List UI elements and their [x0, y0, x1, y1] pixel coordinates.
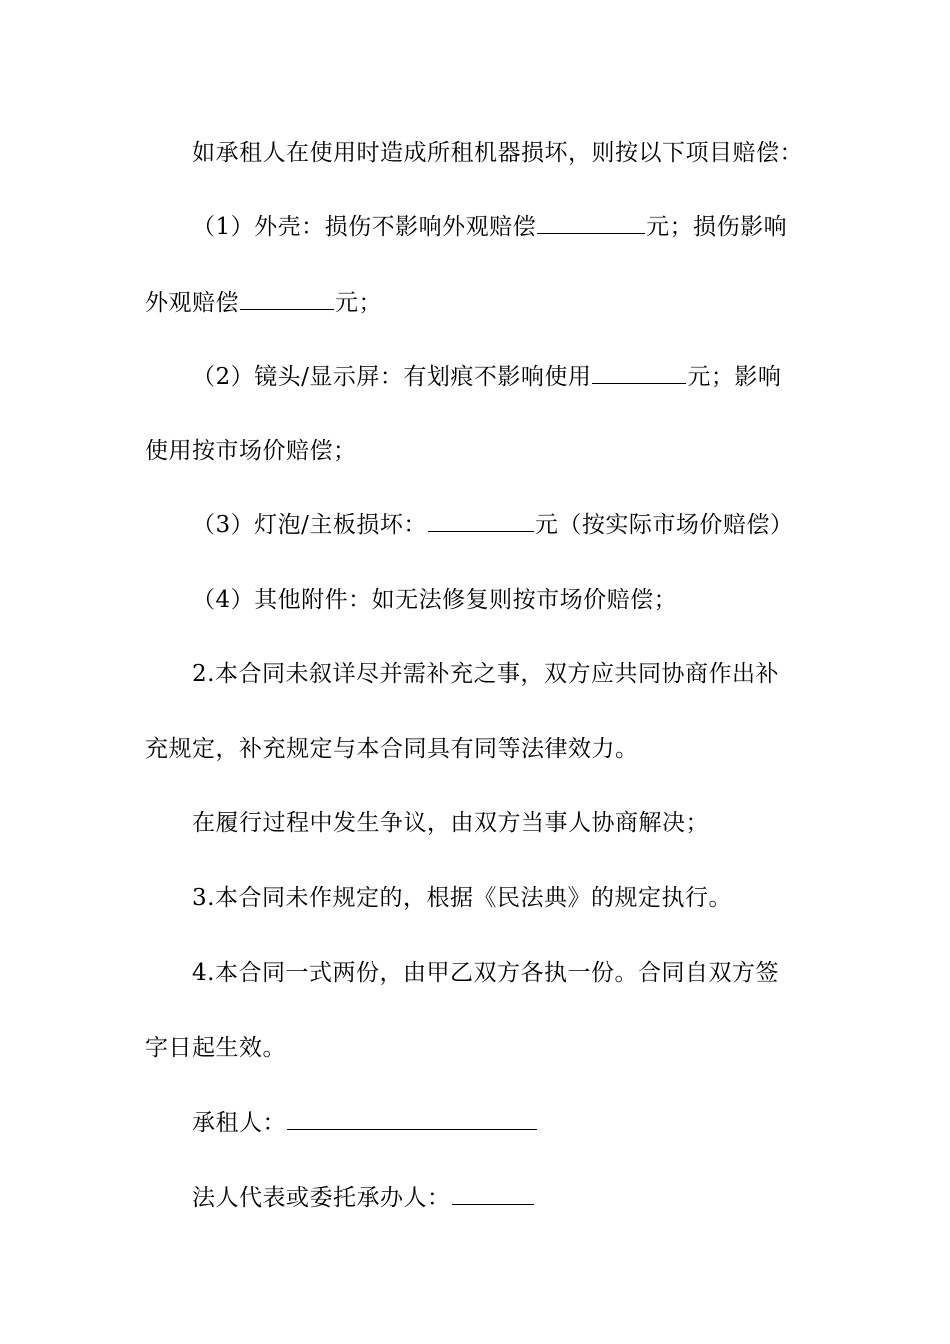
- paragraph-dispute: [192, 808, 862, 838]
- paragraph-compensation-intro: [192, 138, 862, 168]
- paragraph-item-accessories: [192, 585, 862, 615]
- text: 在履行过程中发生争议，由双方当事人协商解决；: [192, 810, 709, 836]
- label: 承租人：: [192, 1110, 286, 1136]
- signature-lessee: [192, 1107, 862, 1138]
- text: 元；损伤影响: [646, 214, 788, 240]
- text: 外观赔偿: [145, 290, 239, 316]
- text: （2）镜头/显示屏：有划痕不影响使用: [192, 364, 592, 390]
- paragraph-clause-4-cont: [145, 1033, 815, 1063]
- text: 4.本合同一式两份，由甲乙双方各执一份。合同自双方签: [192, 960, 779, 986]
- text: （4）其他附件：如无法修复则按市场价赔偿；: [192, 587, 678, 613]
- text: 如承租人在使用时造成所租机器损坏，则按以下项目赔偿：: [192, 140, 803, 166]
- signature-representative: [192, 1182, 862, 1213]
- fill-blank[interactable]: [240, 287, 334, 310]
- paragraph-item-bulb: [192, 509, 862, 540]
- paragraph-clause-2: [192, 659, 862, 689]
- text: 使用按市场价赔偿；: [145, 438, 357, 464]
- paragraph-item-shell-cont: [145, 287, 815, 318]
- text: 3.本合同未作规定的，根据《民法典》的规定执行。: [192, 885, 732, 911]
- text: 元；: [335, 290, 382, 316]
- paragraph-clause-2-cont: [145, 734, 815, 764]
- paragraph-item-lens-cont: [145, 436, 815, 466]
- text: （1）外壳：损伤不影响外观赔偿: [192, 214, 537, 240]
- paragraph-item-lens: [192, 361, 862, 392]
- text: 2.本合同未叙详尽并需补充之事，双方应共同协商作出补: [192, 661, 779, 687]
- text: 元（按实际市场价赔偿）: [534, 512, 794, 538]
- text: 字日起生效。: [145, 1035, 286, 1061]
- signature-blank[interactable]: [287, 1107, 537, 1130]
- paragraph-clause-3: [192, 883, 862, 913]
- fill-blank[interactable]: [428, 509, 534, 532]
- text: 元；影响: [687, 364, 782, 390]
- paragraph-item-shell: [192, 211, 862, 242]
- paragraph-clause-4: [192, 958, 862, 988]
- fill-blank[interactable]: [592, 361, 686, 384]
- text: （3）灯泡/主板损坏：: [192, 512, 427, 538]
- text: 充规定，补充规定与本合同具有同等法律效力。: [145, 736, 639, 762]
- label: 法人代表或委托承办人：: [192, 1185, 451, 1211]
- signature-blank[interactable]: [452, 1182, 534, 1205]
- fill-blank[interactable]: [537, 211, 645, 234]
